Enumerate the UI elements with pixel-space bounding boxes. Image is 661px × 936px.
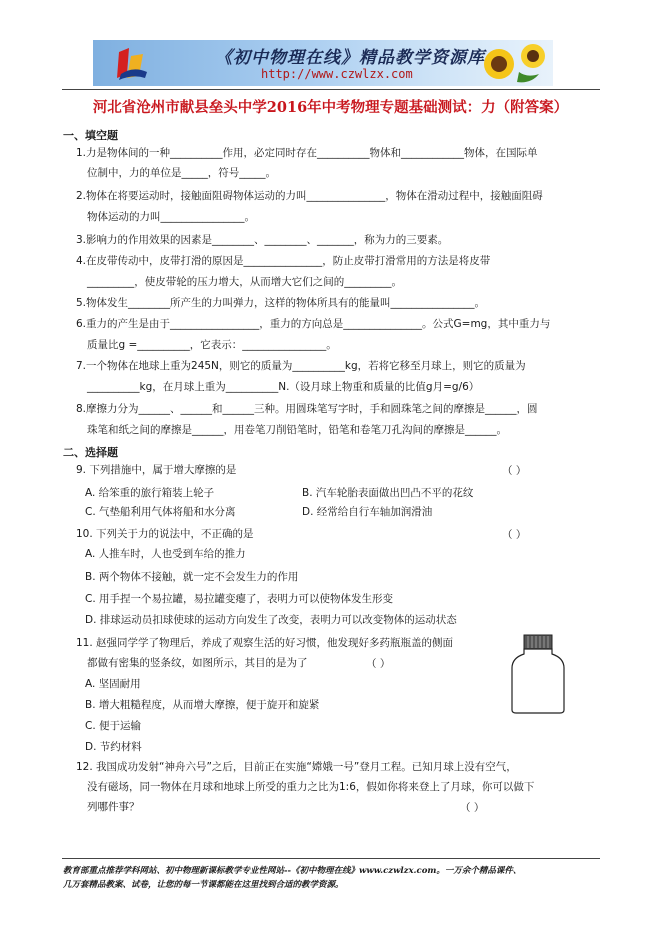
question-stem: 12. 我国成功发射“神舟六号”之后，目前正在实施“嫦娥一号”登月工程。已知月球上没有空气， <box>76 761 517 773</box>
header-banner <box>93 40 553 86</box>
question-stem: 11. 赵强同学学了物理后，养成了观察生活的好习惯，他发现好多药瓶瓶盖的侧面 <box>76 637 454 649</box>
medicine-bottle-figure <box>510 634 566 714</box>
option-a: A. 给笨重的旅行箱装上轮子 <box>85 487 215 499</box>
option-b: B. 汽车轮胎表面做出凹凸不平的花纹 <box>302 487 474 499</box>
question-stem-cont: 都做有密集的竖条纹，如图所示，其目的是为了 <box>87 657 308 669</box>
section-heading-fill: 一、填空题 <box>63 129 118 142</box>
question-line: __________kg，在月球上重为__________N.（设月球上物重和质量的比值g月=g/6） <box>87 381 480 393</box>
question-line: 位制中，力的单位是_____，符号_____。 <box>87 167 276 179</box>
question-line: 3.影响力的作用效果的因素是________、________、_______，称为力的三要素。 <box>76 234 449 246</box>
option-a: A. 坚固耐用 <box>85 678 141 690</box>
question-stem: 9. 下列措施中，属于增大摩擦的是 <box>76 464 237 476</box>
option-b: B. 两个物体不接触，就一定不会发生力的作用 <box>85 571 299 583</box>
banner-url: http://www.czwlzx.com <box>261 67 413 81</box>
question-line: 1.力是物体间的一种__________作用，必定同时存在__________物体和____________物体，在国际单 <box>76 147 538 159</box>
question-line: 珠笔和纸之间的摩擦是______，用卷笔刀削铅笔时，铅笔和卷笔刀孔沟间的摩擦是______。 <box>87 424 507 436</box>
option-c: C. 用手捏一个易拉罐，易拉罐变瘪了，表明力可以使物体发生形变 <box>85 593 394 605</box>
question-line: 4.在皮带传动中，皮带打滑的原因是_______________，防止皮带打滑常用的方法是将皮带 <box>76 255 491 267</box>
answer-paren: （ ） <box>460 802 485 814</box>
footer-rule <box>62 858 600 859</box>
banner-title: 《初中物理在线》精品教学资源库 <box>215 48 485 68</box>
header-rule <box>62 89 600 90</box>
question-stem-cont: 没有磁场，同一物体在月球和地球上所受的重力之比为1:6，假如你将来登上了月球，你可以做下 <box>87 781 535 793</box>
footer-line: 几万套精品教案、试卷，让您的每一节课都能在这里找到合适的教学资源。 <box>63 880 344 890</box>
option-c: C. 气垫船利用气体将船和水分离 <box>85 506 236 518</box>
option-b: B. 增大粗糙程度，从而增大摩擦，便于旋开和旋紧 <box>85 699 320 711</box>
question-line: 2.物体在将要运动时，接触面阻碍物体运动的力叫_______________，物体在滑动过程中，接触面阻碍 <box>76 190 543 202</box>
answer-paren: （ ） <box>366 658 391 670</box>
document-title: 河北省沧州市献县垒头中学2016年中考物理专题基础测试：力（附答案） <box>92 99 569 116</box>
option-d: D. 节约材料 <box>85 741 142 753</box>
question-line: 7.一个物体在地球上重为245N，则它的质量为__________kg，若将它移至月球上，则它的质量为 <box>76 360 526 372</box>
option-c: C. 便于运输 <box>85 720 142 732</box>
option-d: D. 排球运动员扣球使球的运动方向发生了改变，表明力可以改变物体的运动状态 <box>85 614 457 626</box>
question-line: _________，使皮带轮的压力增大，从而增大它们之间的_________。 <box>87 276 402 288</box>
section-heading-choice: 二、选择题 <box>63 446 118 459</box>
question-line: 物体运动的力叫________________。 <box>87 211 255 223</box>
site-logo-icon <box>113 44 151 82</box>
question-line: 6.重力的产生是由于_________________，重力的方向总是_______________。公式G=mg，其中重力与 <box>76 318 551 330</box>
answer-paren: （ ） <box>502 465 527 477</box>
question-line: 5.物体发生________所产生的力叫弹力，这样的物体所具有的能量叫________________。 <box>76 297 486 309</box>
option-a: A. 人推车时，人也受到车给的推力 <box>85 548 246 560</box>
question-stem-cont: 列哪件事？ <box>87 801 140 813</box>
sunflower-icon <box>469 42 549 86</box>
question-line: 质量比g =__________，它表示：________________。 <box>87 339 337 351</box>
answer-paren: （ ） <box>502 529 527 541</box>
question-stem: 10. 下列关于力的说法中，不正确的是 <box>76 528 254 540</box>
question-line: 8.摩擦力分为______、______和______三种。用圆珠笔写字时，手和圆珠笔之间的摩擦是______，圆 <box>76 403 538 415</box>
option-d: D. 经常给自行车轴加润滑油 <box>302 506 433 518</box>
footer-line: 教育部重点推荐学科网站、初中物理新课标教学专业性网站--《初中物理在线》www.czwlzx.com。一万余个精品课件、 <box>63 866 522 876</box>
